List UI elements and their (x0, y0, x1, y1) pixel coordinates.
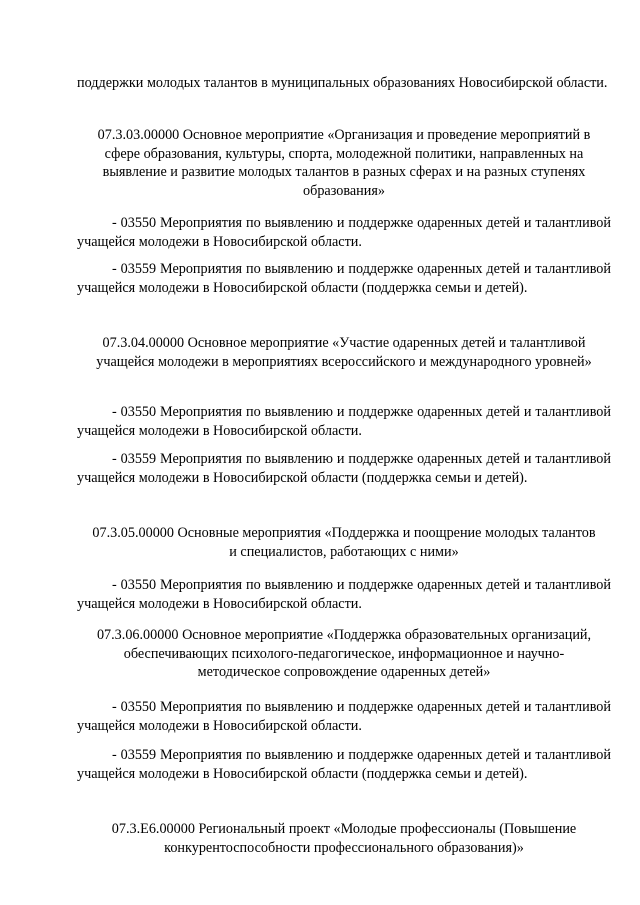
item-03550: - 03550 Мероприятия по выявлению и поддержке одаренных детей и талантливой учащейся молодежи в Новосибирской области. (77, 215, 611, 250)
heading-07-3-e6: 07.3.Е6.00000 Региональный проект «Молодые профессионалы (Повышение конкурентоспособности профессионального образования)» (111, 821, 577, 856)
item-03550: - 03550 Мероприятия по выявлению и поддержке одаренных детей и талантливой учащейся молодежи в Новосибирской области. (77, 577, 611, 612)
item-03559: - 03559 Мероприятия по выявлению и поддержке одаренных детей и талантливой учащейся молодежи в Новосибирской области (поддержка семьи и детей). (77, 747, 611, 782)
heading-07-3-05: 07.3.05.00000 Основные мероприятия «Поддержка и поощрение молодых талантов и специалистов, работающих с ними» (92, 525, 596, 560)
heading-07-3-03: 07.3.03.00000 Основное мероприятие «Организация и проведение мероприятий в сфере образования, культуры, спорта, молодежной политики, направленных на выявление и развитие молодых талантов в разных сферах и на разных ступенях образования» (97, 127, 591, 199)
heading-07-3-06: 07.3.06.00000 Основное мероприятие «Поддержка образовательных организаций, обеспечивающих психолого-педагогическое, информационное и научно-методическое сопровождение одаренных детей» (96, 627, 592, 681)
continuation-paragraph: поддержки молодых талантов в муниципальных образованиях Новосибирской области. (77, 75, 608, 92)
item-03550: - 03550 Мероприятия по выявлению и поддержке одаренных детей и талантливой учащейся молодежи в Новосибирской области. (77, 699, 611, 734)
item-03559: - 03559 Мероприятия по выявлению и поддержке одаренных детей и талантливой учащейся молодежи в Новосибирской области (поддержка семьи и детей). (77, 451, 611, 486)
item-03559: - 03559 Мероприятия по выявлению и поддержке одаренных детей и талантливой учащейся молодежи в Новосибирской области (поддержка семьи и детей). (77, 261, 611, 296)
heading-07-3-04: 07.3.04.00000 Основное мероприятие «Участие одаренных детей и талантливой учащейся молодежи в мероприятиях всероссийского и международного уровней» (96, 335, 592, 370)
item-03550: - 03550 Мероприятия по выявлению и поддержке одаренных детей и талантливой учащейся молодежи в Новосибирской области. (77, 404, 611, 439)
